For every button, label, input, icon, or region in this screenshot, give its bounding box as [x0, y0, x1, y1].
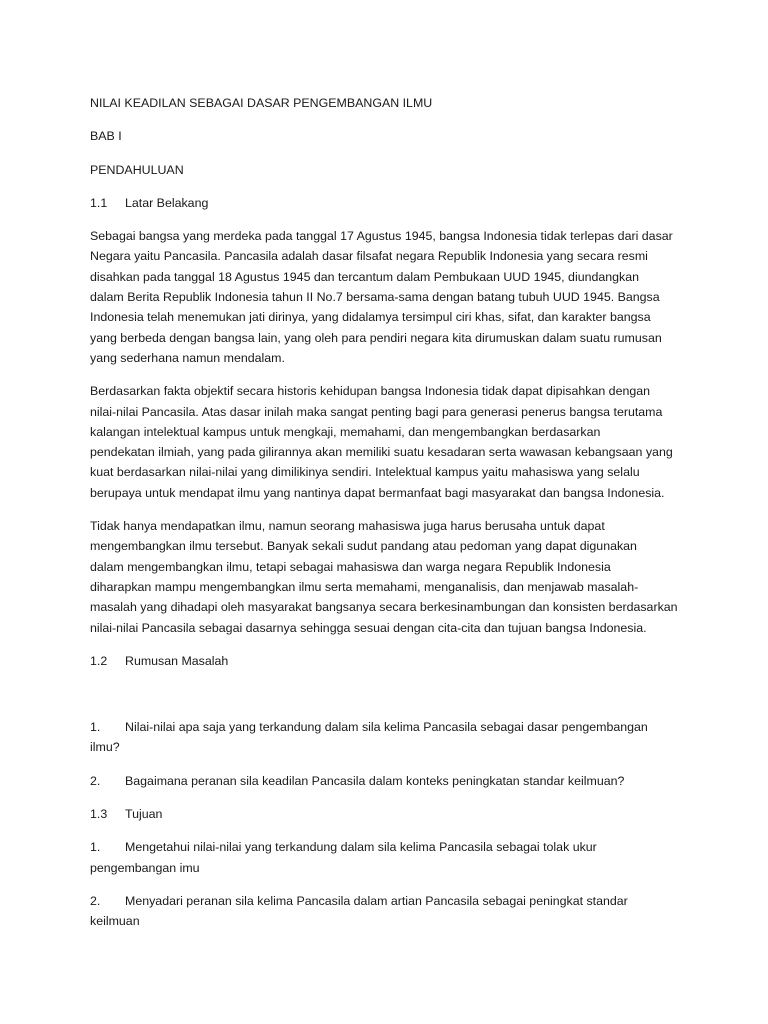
section-heading-1-1	[90, 193, 682, 213]
list-number: 2.	[90, 773, 101, 788]
paragraph-latar-belakang-1	[90, 226, 682, 368]
text-line: dalam Berita Republik Indonesia tahun II No.7 bersama-sama dengan batang tubuh UUD 1945. Bangsa	[90, 290, 660, 305]
list-item-text: Bagaimana peranan sila keadilan Pancasila dalam konteks peningkatan standar keilmuan?	[125, 773, 625, 788]
text-line: Berdasarkan fakta objektif secara historis kehidupan bangsa Indonesia tidak dapat dipisahkan dengan	[90, 384, 651, 399]
document-body	[90, 93, 682, 945]
section-heading-1-2	[90, 651, 682, 671]
list-item-text: Menyadari peranan sila kelima Pancasila dalam artian Pancasila sebagai peningkat standar	[125, 893, 628, 908]
list-item-line	[90, 771, 682, 791]
chapter-title: PENDAHULUAN	[90, 162, 184, 177]
text-line: yang sederhana namun mendalam.	[90, 350, 285, 365]
document-title: NILAI KEADILAN SEBAGAI DASAR PENGEMBANGAN ILMU	[90, 96, 433, 110]
section-number: 1.3	[90, 807, 108, 822]
text-line: masalah yang dihadapi oleh masyarakat bangsanya secara berkesinambungan dan konsisten berdasarkan	[90, 600, 678, 615]
list-item-line: ilmu?	[90, 740, 120, 755]
text-line: nilai-nilai Pancasila. Atas dasar inilah maka sangat penting bagi para generasi penerus bangsa terutama	[90, 404, 663, 419]
text-line: disahkan pada tanggal 18 Agustus 1945 dan tercantum dalam Pembukaan UUD 1945, diundangkan	[90, 269, 640, 284]
list-item-line: pengembangan imu	[90, 860, 200, 875]
list-number: 1.	[90, 840, 101, 855]
list-item-text: Mengetahui nilai-nilai yang terkandung dalam sila kelima Pancasila sebagai tolak ukur	[125, 840, 597, 855]
section-title: Rumusan Masalah	[125, 653, 229, 668]
section-title: Latar Belakang	[125, 195, 209, 210]
list-item-line: keilmuan	[90, 914, 140, 929]
section-title: Tujuan	[125, 807, 163, 822]
text-line: yang berbeda dengan bangsa lain, yang oleh para pendiri negara kita dirumuskan dalam suatu rumusan	[90, 330, 662, 345]
text-line: pendekatan ilmiah, yang pada gilirannya akan memiliki suatu kesadaran serta wawasan kebangsaan yang	[90, 445, 673, 460]
text-line: nilai-nilai Pancasila sebagai dasarnya sehingga sesuai dengan cita-cita dan tujuan bangsa Indonesia.	[90, 620, 647, 635]
text-line: Tidak hanya mendapatkan ilmu, namun seorang mahasiswa juga harus berusaha untuk dapat	[90, 519, 605, 534]
tujuan-item-1	[90, 837, 682, 878]
list-number: 2.	[90, 893, 101, 908]
text-line: mengembangkan ilmu tersebut. Banyak sekali sudut pandang atau pedoman yang dapat digunakan	[90, 539, 637, 554]
list-item-text: Nilai-nilai apa saja yang terkandung dalam sila kelima Pancasila sebagai dasar pengembangan	[125, 720, 648, 735]
text-line: Indonesia telah menemukan jati dirinya, yang didalamya tersimpul ciri khas, sifat, dan karakter bangsa	[90, 310, 651, 325]
text-line: kuat berdasarkan nilai-nilai yang dimilikinya sendiri. Intelektual kampus yaitu mahasiswa yang selalu	[90, 465, 640, 480]
section-heading-1-3	[90, 804, 682, 824]
text-line: Negara yaitu Pancasila. Pancasila adalah dasar filsafat negara Republik Indonesia yang secara resmi	[90, 249, 648, 264]
chapter-label: BAB I	[90, 129, 122, 144]
paragraph-latar-belakang-3	[90, 516, 682, 638]
list-item-line	[90, 717, 682, 737]
text-line: berupaya untuk mendapat ilmu yang nantinya dapat bermanfaat bagi masyarakat dan bangsa Indonesia.	[90, 485, 665, 500]
rumusan-item-2	[90, 771, 682, 791]
text-line: kalangan intelektual kampus untuk mengkaji, memahami, dan mengembangkan berdasarkan	[90, 424, 601, 439]
text-line: Sebagai bangsa yang merdeka pada tanggal 17 Agustus 1945, bangsa Indonesia tidak terlepas dari dasar	[90, 229, 673, 244]
text-line: diharapkan mampu mengembangkan ilmu serta memahami, menganalisis, dan menjawab masalah-	[90, 579, 639, 594]
text-line: dalam mengembangkan ilmu, tetapi sebagai mahasiswa dan warga negara Republik Indonesia	[90, 559, 611, 574]
list-item-line	[90, 891, 682, 911]
rumusan-item-1	[90, 717, 682, 758]
tujuan-item-2	[90, 891, 682, 932]
section-number: 1.2	[90, 653, 108, 668]
section-number: 1.1	[90, 195, 108, 210]
paragraph-latar-belakang-2	[90, 381, 682, 503]
list-item-line	[90, 837, 682, 857]
list-number: 1.	[90, 720, 101, 735]
